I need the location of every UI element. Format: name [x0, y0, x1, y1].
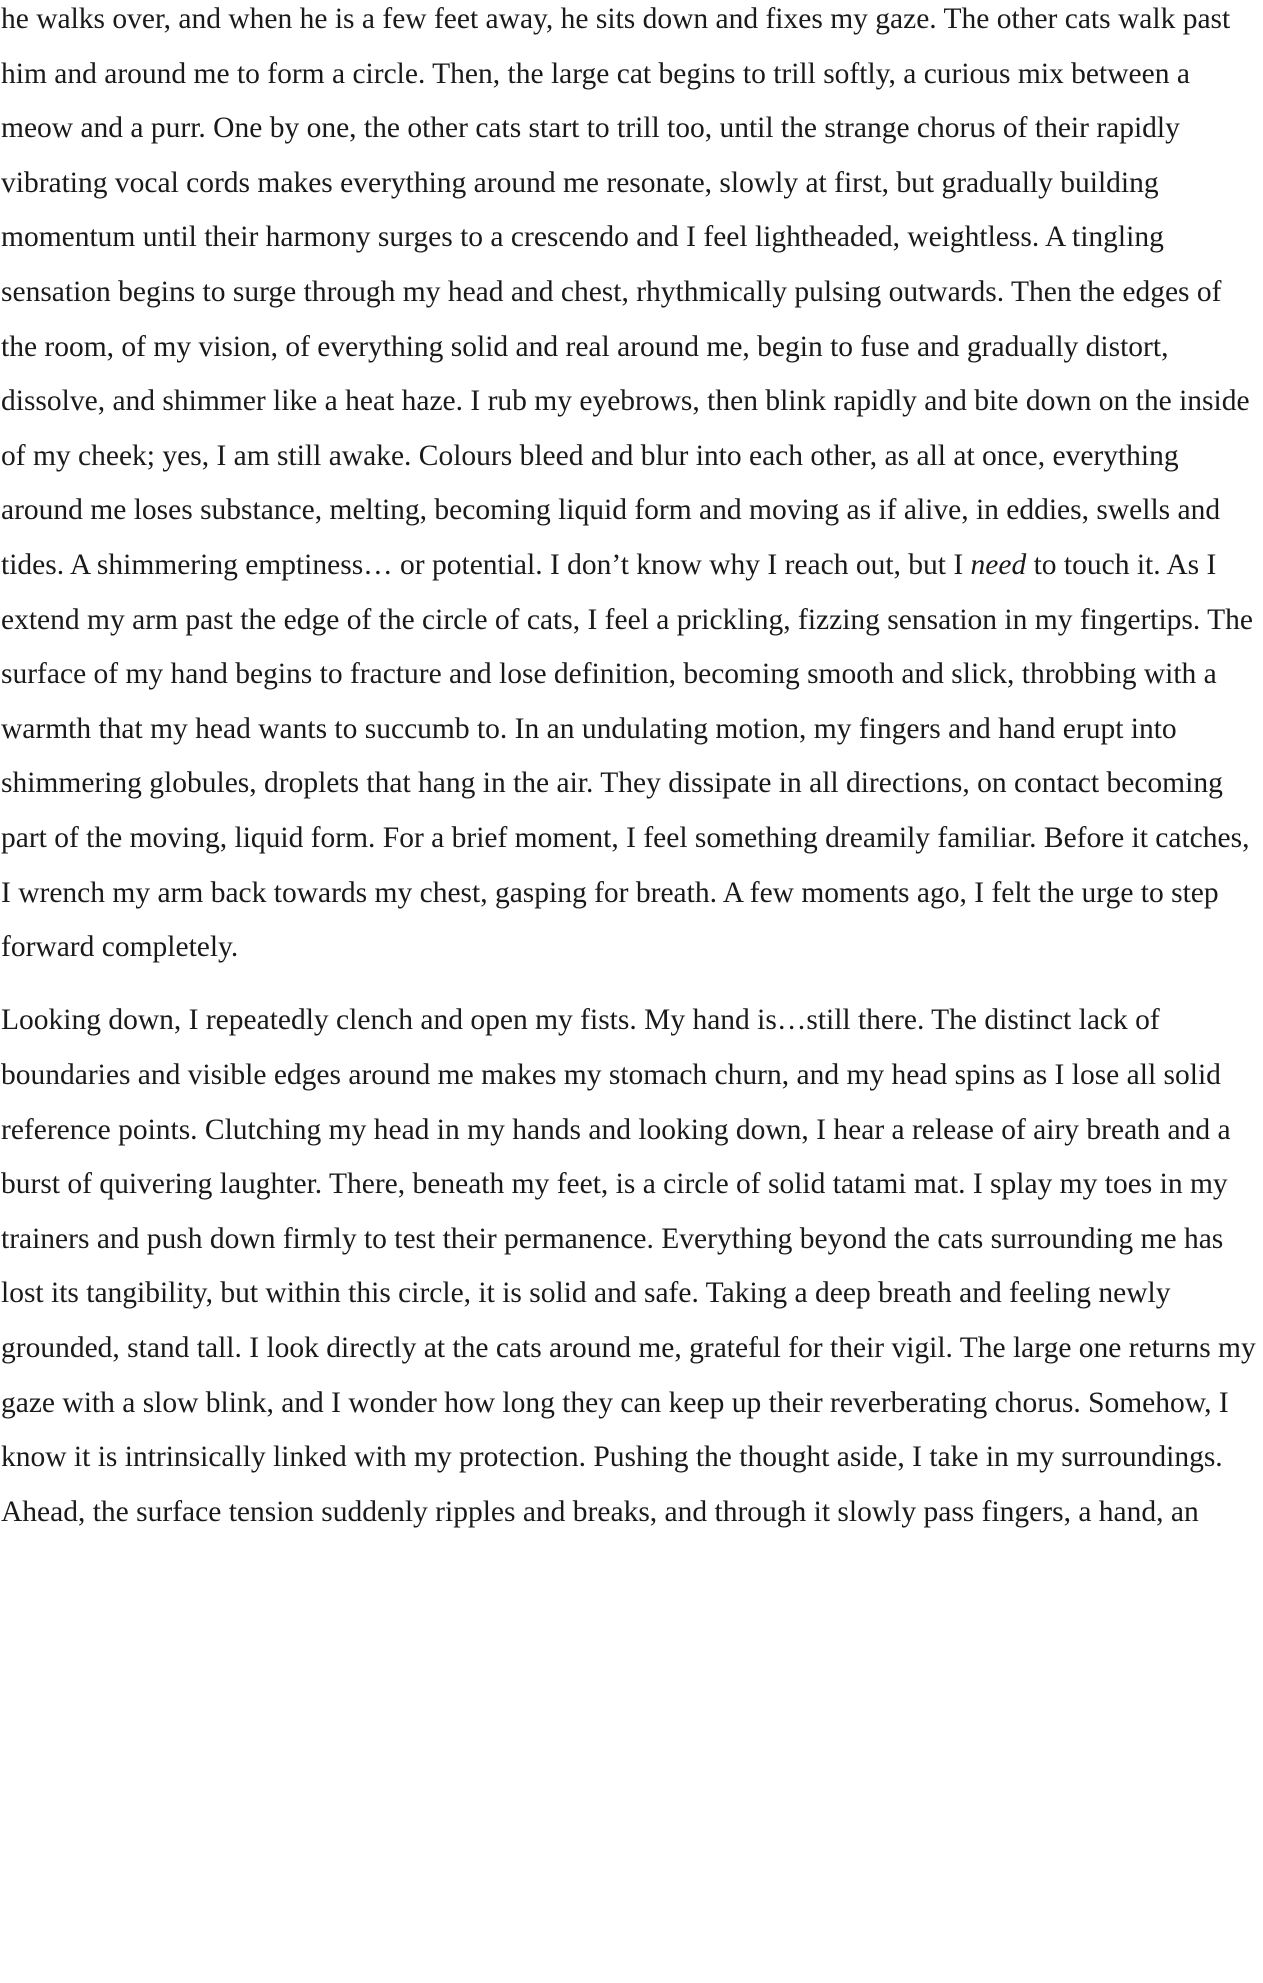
text-line: trainers and push down firmly to test their permanence. Everything beyond the cats surrounding me has	[1, 1222, 1224, 1255]
text-line: boundaries and visible edges around me makes my stomach churn, and my head spins as I lose all solid	[1, 1058, 1221, 1091]
text-line: he walks over, and when he is a few feet away, he sits down and fixes my gaze. The other cats walk past	[1, 3, 1231, 35]
text-line: him and around me to form a circle. Then, the large cat begins to trill softly, a curious mix between a	[1, 57, 1190, 90]
text-line: gaze with a slow blink, and I wonder how long they can keep up their reverberating chorus. Somehow, I	[1, 1386, 1229, 1419]
text-line: burst of quivering laughter. There, beneath my feet, is a circle of solid tatami mat. I splay my toes in my	[1, 1168, 1228, 1201]
text-line: momentum until their harmony surges to a crescendo and I feel lightheaded, weightless. A tingling	[1, 221, 1164, 254]
text-line: Ahead, the surface tension suddenly ripples and breaks, and through it slowly pass fingers, a hand, an	[1, 1495, 1199, 1528]
text-line: of my cheek; yes, I am still awake. Colours bleed and blur into each other, as all at once, everything	[1, 439, 1179, 472]
text-line: know it is intrinsically linked with my protection. Pushing the thought aside, I take in my surroundings.	[1, 1441, 1223, 1474]
text-line: Looking down, I repeatedly clench and open my fists. My hand is…still there. The distinct lack of	[1, 1004, 1160, 1037]
text-line: part of the moving, liquid form. For a brief moment, I feel something dreamily familiar. Before it catches,	[1, 822, 1250, 854]
text-line: tides. A shimmering emptiness… or potential. I don’t know why I reach out, but I need to touch it. As I	[1, 549, 1217, 581]
text-line: lost its tangibility, but within this circle, it is solid and safe. Taking a deep breath and feeling newly	[1, 1277, 1171, 1310]
text-line: grounded, stand tall. I look directly at the cats around me, grateful for their vigil. The large one returns my	[1, 1331, 1256, 1364]
text-line: extend my arm past the edge of the circle of cats, I feel a prickling, fizzing sensation in my fingertips. The	[1, 603, 1253, 636]
text-line: forward completely.	[1, 931, 239, 964]
text-line: the room, of my vision, of everything solid and real around me, begin to fuse and gradually distort,	[1, 330, 1169, 363]
emphasis-text: need	[970, 549, 1027, 581]
text-line: meow and a purr. One by one, the other cats start to trill too, until the strange chorus of their rapidly	[1, 112, 1180, 145]
text-line: vibrating vocal cords makes everything around me resonate, slowly at first, but gradually building	[1, 166, 1159, 199]
text-line: shimmering globules, droplets that hang in the air. They dissipate in all directions, on contact becoming	[1, 767, 1223, 800]
text-line: reference points. Clutching my head in my hands and looking down, I hear a release of airy breath and a	[1, 1113, 1231, 1146]
text-line: around me loses substance, melting, becoming liquid form and moving as if alive, in eddies, swells and	[1, 494, 1221, 527]
text-line: sensation begins to surge through my head and chest, rhythmically pulsing outwards. Then the edges of	[1, 276, 1222, 308]
text-line: dissolve, and shimmer like a heat haze. I rub my eyebrows, then blink rapidly and bite down on the inside	[1, 385, 1250, 418]
text-line: surface of my hand begins to fracture and lose definition, becoming smooth and slick, throbbing with a	[1, 658, 1217, 691]
text-line: I wrench my arm back towards my chest, gasping for breath. A few moments ago, I felt the urge to step	[1, 876, 1219, 909]
text-line: warmth that my head wants to succumb to. In an undulating motion, my fingers and hand erupt into	[1, 712, 1177, 745]
